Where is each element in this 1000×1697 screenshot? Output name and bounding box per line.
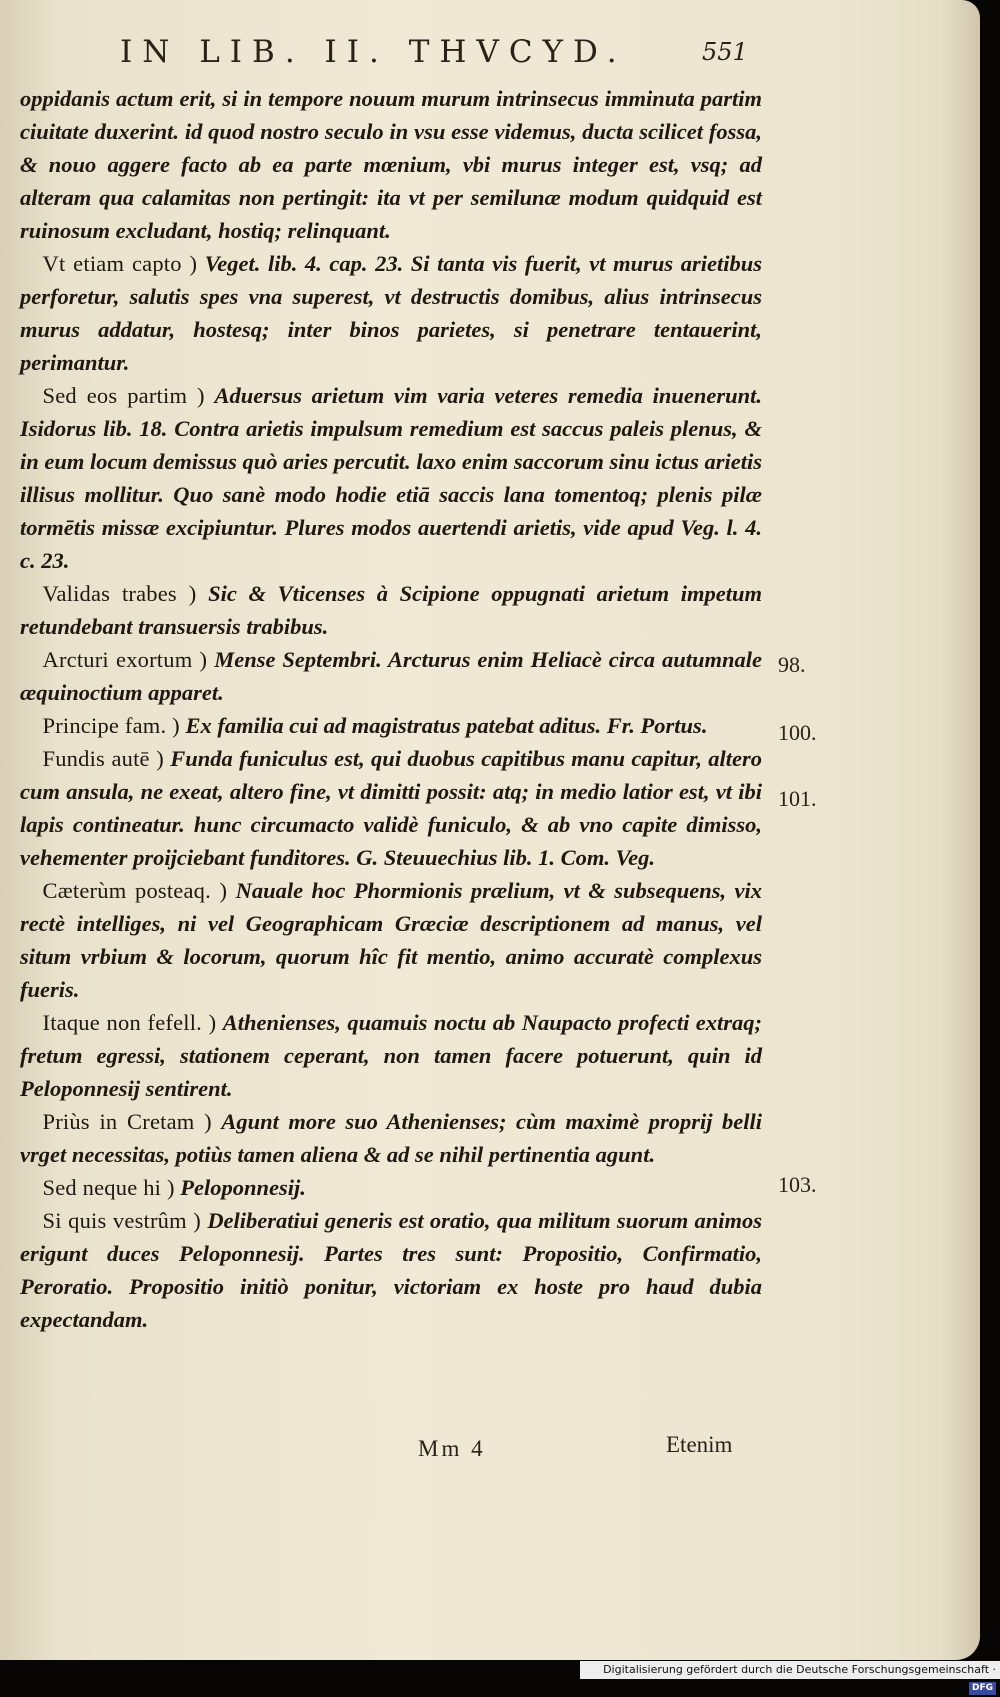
comment-text: Deliberatiui generis est oratio, qua militum suorum animos erigunt duces Peloponnesij. Partes tres sunt: Propositio, Confirmatio, Peroratio. Propositio initiò ponitur, victoriam ex hoste pro haud dubia expectandam.	[20, 1208, 763, 1332]
paragraph-8	[20, 1006, 762, 1105]
lemma: Priùs in Cretam )	[42, 1109, 212, 1134]
catchword: Etenim	[666, 1432, 733, 1457]
paragraph-5	[20, 709, 762, 742]
dfg-logo-icon: DFG	[969, 1682, 996, 1695]
lemma: Principe fam. )	[42, 713, 180, 738]
comment-text: Athenienses, quamuis noctu ab Naupacto profecti extraq; fretum egressi, stationem ceperant, non tamen facere potuerunt, quin id Peloponnesij sentirent.	[20, 1010, 763, 1101]
comment-text: Veget. lib. 4. cap. 23. Si tanta vis fuerit, vt murus arietibus perforetur, salutis spes vna superest, vt destructis domibus, alius intrinsecus murus addatur, hostesq; inter binos parietes, si penetrare tentauerint, perimantur.	[20, 251, 762, 375]
lemma: Fundis autē )	[42, 746, 164, 771]
comment-text: Ex familia cui ad magistratus patebat aditus. Fr. Portus.	[185, 713, 708, 738]
lemma: Validas trabes )	[42, 581, 197, 606]
paragraph-10	[20, 1171, 762, 1204]
margin-note-100: 100.	[778, 720, 817, 745]
paragraph-6	[20, 742, 762, 874]
lemma: Sed eos partim )	[42, 383, 205, 408]
lemma: Itaque non fefell. )	[42, 1010, 217, 1035]
digitization-credit	[580, 1661, 1000, 1693]
paragraph-4	[20, 643, 762, 709]
comment-text: Aduersus arietum vim varia veteres remedia inuenerunt. Isidorus lib. 18. Contra arietis impulsum remedium est saccus paleis plenus, & in eum locum demissus quò aries percutit. laxo enim saccorum sinu ictus arietis illisus mollitur. Quo sanè modo hodie etiā saccis lana tomentoq; plenis pilæ tormētis missæ excipiuntur. Plures modos auertendi arietis, vide apud Veg. l. 4. c. 23.	[20, 383, 763, 573]
paragraph-3	[20, 577, 762, 643]
paragraph-9	[20, 1105, 762, 1171]
paragraph-2	[20, 379, 762, 577]
comment-text: Mense Septembri. Arcturus enim Heliacè circa autumnale æquinoctium apparet.	[20, 647, 762, 705]
comment-text: Funda funiculus est, qui duobus capitibus manu capitur, altero cum ansula, ne exeat, altero fine, vt dimitti possit: atq; in medio latior est, vt ibi lapis contineatur. hunc circumacto validè funiculo, & ab vno capite dimisso, vehementer proijciebant funditores. G. Steuuechius lib. 1. Com. Veg.	[20, 746, 763, 870]
lemma: Vt etiam capto )	[42, 251, 198, 276]
margin-note-103: 103.	[778, 1172, 817, 1197]
lemma: Arcturi exortum )	[42, 647, 208, 672]
commentary-body	[20, 82, 762, 1336]
margin-note-98: 98.	[778, 652, 806, 677]
running-head: IN LIB. II. THVCYD.	[120, 34, 627, 70]
page-number: 551	[702, 38, 748, 66]
credit-text: Digitalisierung gefördert durch die Deutsche Forschungsgemeinschaft ·	[603, 1663, 996, 1676]
comment-text: oppidanis actum erit, si in tempore nouum murum intrinsecus imminuta partim ciuitate duxerint. id quod nostro seculo in vsu esse videmus, ducta scilicet fossa, & nouo aggere facto ab ea parte mœnium, vbi murus integer est, vsq; ad alteram qua calamitas non pertingit: ita vt per semilunæ modum quidquid est ruinosum excludant, hostiq; relinquant.	[20, 86, 762, 243]
signature-mark: Mm 4	[418, 1436, 486, 1461]
lemma: Si quis vestrûm )	[42, 1208, 202, 1233]
comment-text: Agunt more suo Athenienses; cùm maximè proprij belli vrget necessitas, potiùs tamen aliena & ad se nihil pertinentia agunt.	[20, 1109, 763, 1167]
comment-text: Nauale hoc Phormionis prælium, vt & subsequens, vix rectè intelliges, ni vel Geographicam Græciæ descriptionem ad manus, vel situm vrbium & locorum, quorum hîc fit mentio, animo accuratè complexus fueris.	[20, 878, 763, 1002]
lemma: Cæterùm posteaq. )	[42, 878, 228, 903]
comment-text: Sic & Vticenses à Scipione oppugnati arietum impetum retundebant transuersis trabibus.	[20, 581, 763, 639]
paragraph-11	[20, 1204, 762, 1336]
comment-text: Peloponnesij.	[180, 1175, 306, 1200]
paragraph-0	[20, 82, 762, 247]
paragraph-7	[20, 874, 762, 1006]
margin-note-101: 101.	[778, 786, 817, 811]
lemma: Sed neque hi )	[42, 1175, 175, 1200]
paragraph-1	[20, 247, 762, 379]
